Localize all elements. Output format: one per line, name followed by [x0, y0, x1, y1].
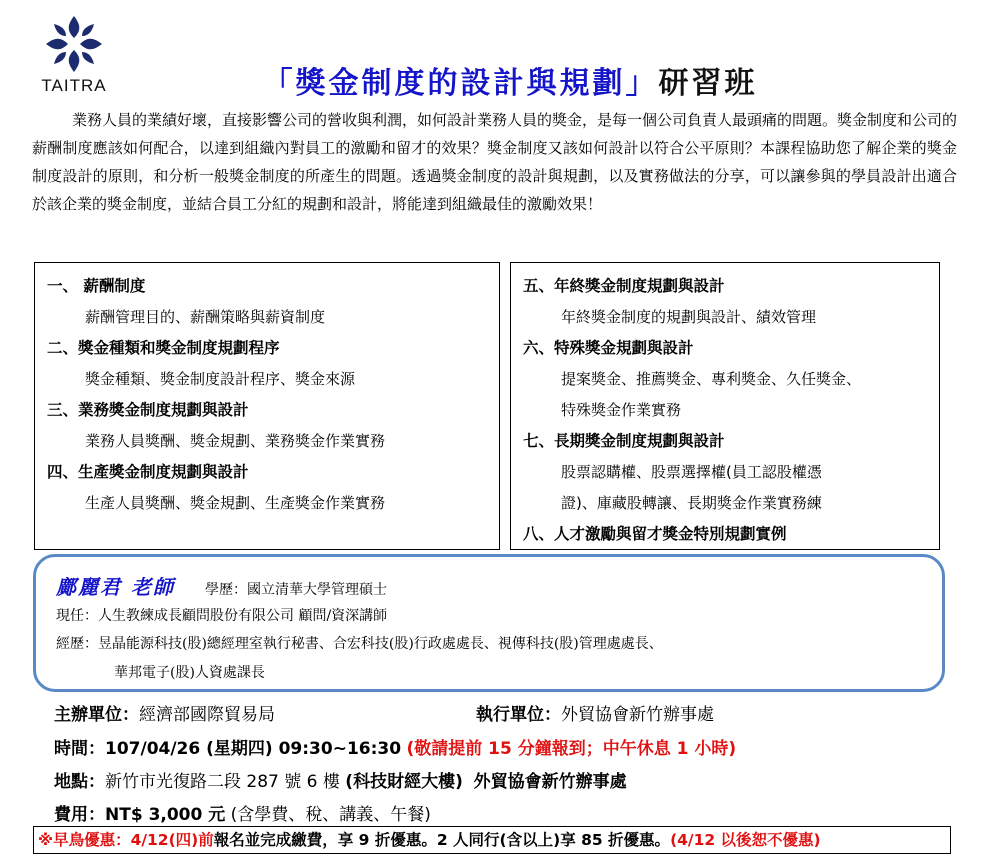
organizer-value: 經濟部國際貿易局 — [139, 705, 275, 725]
section-5-body: 年終獎金制度的規劃與設計、績效管理 — [561, 308, 817, 326]
executor-value: 外貿協會新竹辦事處 — [561, 705, 714, 725]
section-4-title: 四、生產獎金制度規劃與設計 — [47, 463, 249, 481]
executor-label: 執行單位： — [476, 705, 561, 725]
outline-box-right — [510, 262, 940, 550]
page-title — [200, 58, 820, 102]
promo-deadline: (4/12 以後恕不優惠) — [670, 831, 821, 849]
teacher-experience-line1: 經歷：昱晶能源科技(股)總經理室執行秘書、合宏科技(股)行政處處長、視傳科技(股)管理處處長、 — [56, 636, 663, 652]
fee-row — [54, 800, 431, 825]
time-note: (敬請提前 15 分鐘報到；中午休息 1 小時) — [406, 739, 737, 759]
section-1-title: 一、 薪酬制度 — [47, 277, 146, 295]
organizer-label: 主辦單位： — [54, 705, 139, 725]
taitra-emblem-icon — [44, 14, 104, 74]
place-value: 新竹市光復路二段 287 號 6 樓 — [105, 772, 340, 792]
title-suffix: 研習班 — [658, 66, 758, 101]
fee-note: (含學費、稅、講義、午餐) — [230, 805, 431, 825]
section-7-body-line1: 股票認購權、股票選擇權(員工認股權憑 — [561, 463, 822, 481]
promo-early-bird: ※早鳥優惠：4/12(四)前 — [38, 831, 214, 849]
section-7-title: 七、長期獎金制度規劃與設計 — [523, 432, 725, 450]
section-6-body-line2: 特殊獎金作業實務 — [561, 401, 682, 419]
section-3-body: 業務人員獎酬、獎金規劃、業務獎金作業實務 — [85, 432, 386, 450]
place-row — [54, 767, 627, 792]
taitra-logo — [36, 14, 112, 98]
logo-text: TAITRA — [41, 76, 107, 95]
section-7-body-line2: 證)、庫藏股轉讓、長期獎金作業實務練 — [561, 494, 822, 512]
teacher-experience-line2: 華邦電子(股)人資處課長 — [114, 665, 265, 681]
place-building: (科技財經大樓) — [345, 772, 463, 792]
time-row — [54, 734, 736, 759]
teacher-education: 學歷：國立清華大學管理碩士 — [204, 582, 387, 598]
fee-value: NT$ 3,000 元 — [105, 805, 226, 825]
executor-row — [476, 700, 714, 725]
section-6-title: 六、特殊獎金規劃與設計 — [523, 339, 694, 357]
time-label: 時間： — [54, 739, 105, 759]
teacher-name: 鄺麗君 老師 — [56, 575, 175, 599]
section-2-title: 二、獎金種類和獎金制度規劃程序 — [47, 339, 280, 357]
section-3-title: 三、業務獎金制度規劃與設計 — [47, 401, 249, 419]
place-org: 外貿協會新竹辦事處 — [473, 772, 627, 792]
organizer-row — [54, 700, 275, 725]
section-8-title: 八、人才激勵與留才獎金特別規劃實例 — [523, 525, 787, 543]
title-main: 「獎金制度的設計與規劃」 — [262, 66, 659, 101]
outline-box-left — [34, 262, 500, 550]
time-value: 107/04/26 (星期四) 09:30~16:30 — [105, 739, 402, 759]
teacher-current: 現任：人生教練成長顧問股份有限公司 顧問/資深講師 — [56, 608, 388, 624]
early-bird-promo — [33, 826, 951, 854]
promo-discount: 報名並完成繳費，享 9 折優惠。2 人同行(含以上)享 85 折優惠。 — [213, 831, 671, 849]
section-1-body: 薪酬管理目的、薪酬策略與薪資制度 — [85, 308, 326, 326]
place-label: 地點： — [54, 772, 105, 792]
fee-label: 費用： — [54, 805, 105, 825]
section-5-title: 五、年終獎金制度規劃與設計 — [523, 277, 725, 295]
intro-paragraph: 業務人員的業績好壞，直接影響公司的營收與利潤，如何設計業務人員的獎金，是每一個公司負責人最頭痛的問題。獎金制度和公司的薪酬制度應該如何配合，以達到組織內對員工的激勵和留才的效果？獎金制度又該如何設計以符合公平原則？本課程協助您了解企業的獎金制度設計的原則，和分析一般獎金制度的所產生的問題。透過獎金制度的設計與規劃，以及實務做法的分享，可以讓參與的學員設計出適合於該企業的獎金制度，並結合員工分紅的規劃和設計，將能達到組織最佳的激勵效果！ — [32, 111, 958, 213]
section-2-body: 獎金種類、獎金制度設計程序、獎金來源 — [85, 370, 356, 388]
section-4-body: 生產人員獎酬、獎金規劃、生產獎金作業實務 — [85, 494, 386, 512]
section-6-body-line1: 提案獎金、推薦獎金、專利獎金、久任獎金、 — [561, 370, 862, 388]
teacher-profile — [33, 554, 945, 692]
